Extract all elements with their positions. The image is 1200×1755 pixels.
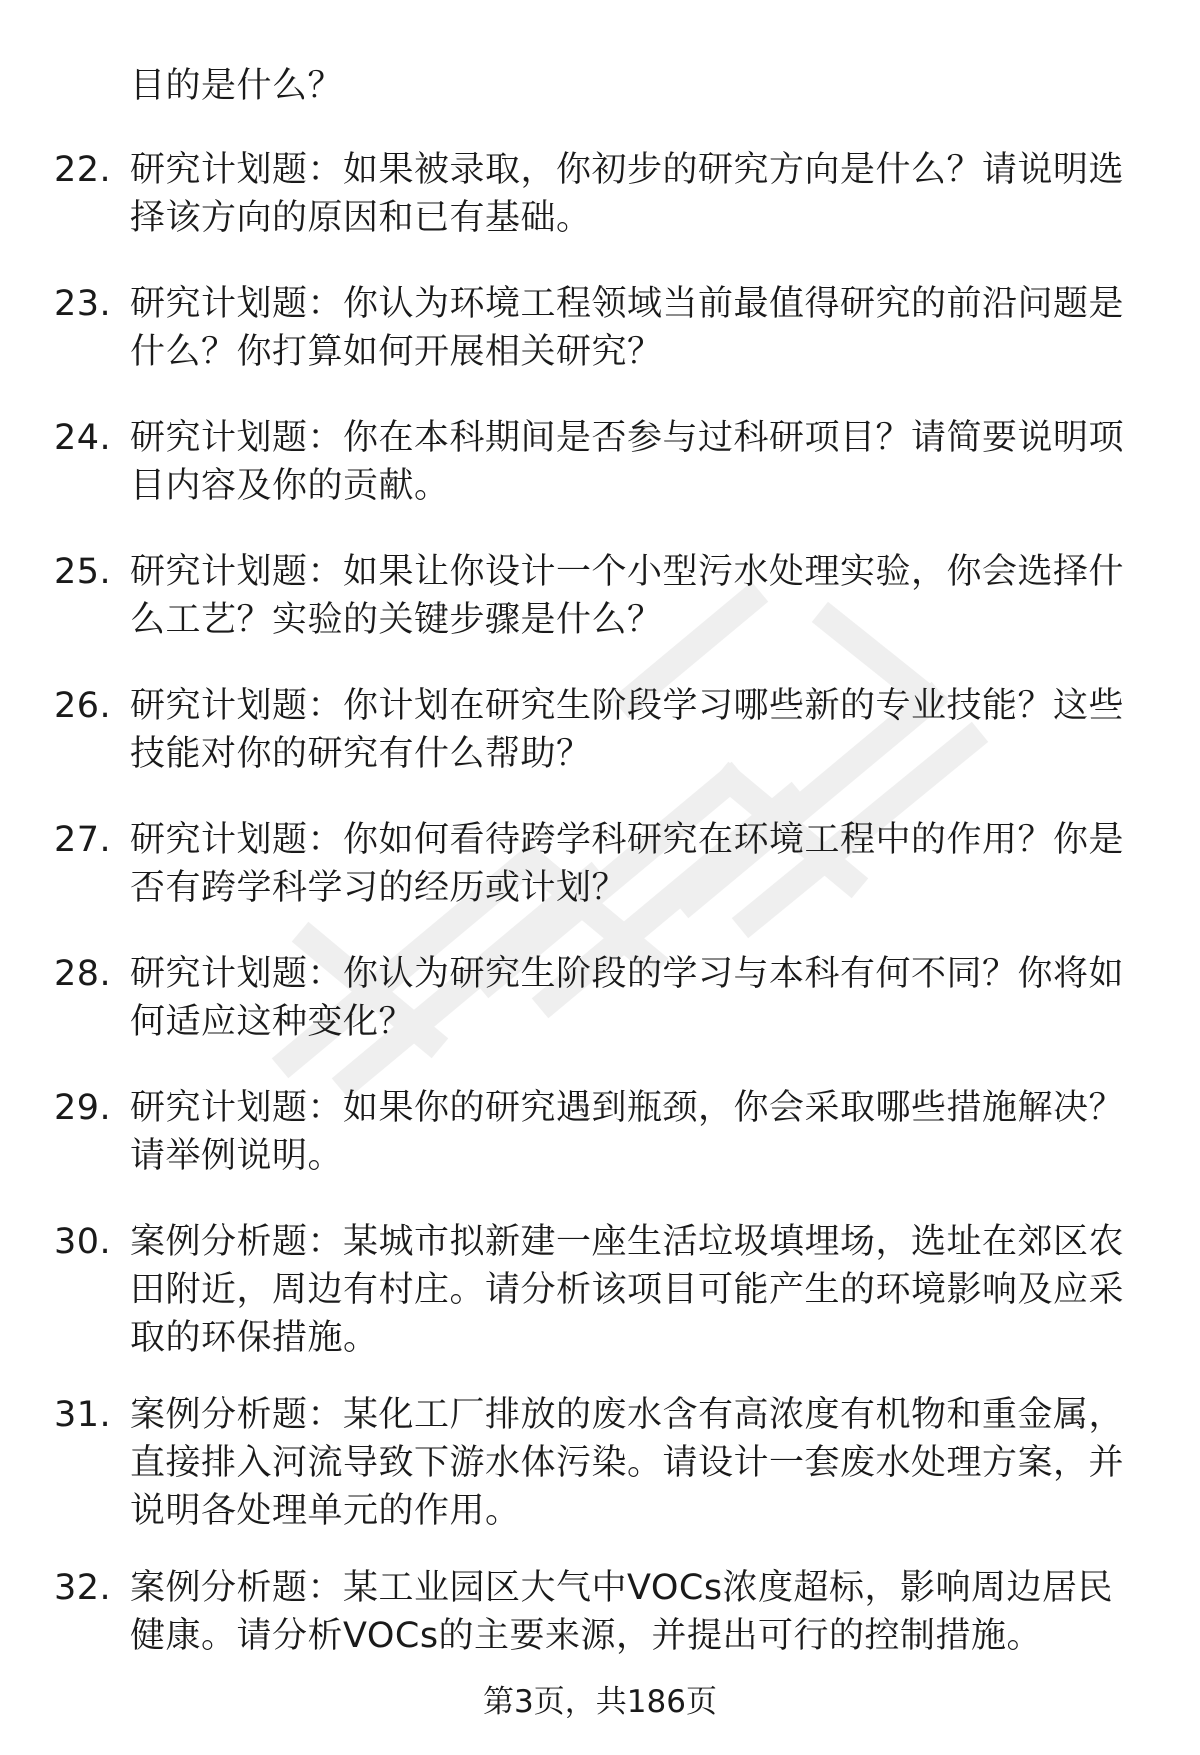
question-line: 说明各处理单元的作用。 [130,1491,521,1531]
question-line: 请举例说明。 [130,1136,344,1176]
question-line: 健康。请分析VOCs的主要来源，并提出可行的控制措施。 [130,1616,1043,1656]
question-list [0,146,1200,1698]
question-item [0,1218,1200,1391]
question-text [130,280,1145,376]
question-item [0,950,1200,1084]
question-line: 案例分析题：某工业园区大气中VOCs浓度超标，影响周边居民 [130,1568,1114,1608]
question-item [0,682,1200,816]
question-line: 取的环保措施。 [130,1318,379,1358]
question-item [0,414,1200,548]
question-item [0,280,1200,414]
continued-question-text: 目的是什么？ [130,66,344,106]
question-text [130,1084,1145,1180]
question-line: 何适应这种变化？ [130,1002,415,1042]
question-line: 么工艺？实验的关键步骤是什么？ [130,600,663,640]
question-line: 研究计划题：你认为研究生阶段的学习与本科有何不同？你将如 [130,954,1125,994]
question-text [130,414,1145,510]
question-number: 31. [54,1395,112,1435]
question-line: 择该方向的原因和已有基础。 [130,198,592,238]
question-line: 研究计划题：你计划在研究生阶段学习哪些新的专业技能？这些 [130,686,1125,726]
question-number: 25. [54,552,112,592]
question-line: 研究计划题：你在本科期间是否参与过科研项目？请简要说明项 [130,418,1125,458]
page-footer: 第3页，共186页 [483,1684,717,1720]
question-line: 技能对你的研究有什么帮助？ [130,734,592,774]
question-line: 研究计划题：你如何看待跨学科研究在环境工程中的作用？你是 [130,820,1125,860]
question-item [0,548,1200,682]
question-line: 研究计划题：如果你的研究遇到瓶颈，你会采取哪些措施解决？ [130,1088,1125,1128]
question-number: 28. [54,954,112,994]
question-number: 27. [54,820,112,860]
question-number: 29. [54,1088,112,1128]
question-line: 研究计划题：如果被录取，你初步的研究方向是什么？请说明选 [130,150,1125,190]
question-number: 30. [54,1222,112,1262]
question-number: 22. [54,150,112,190]
question-item [0,146,1200,280]
question-text [130,950,1145,1046]
question-line: 什么？你打算如何开展相关研究？ [130,332,663,372]
question-line: 否有跨学科学习的经历或计划？ [130,868,628,908]
question-line: 案例分析题：某化工厂排放的废水含有高浓度有机物和重金属， [130,1395,1125,1435]
question-number: 23. [54,284,112,324]
question-number: 24. [54,418,112,458]
question-line: 田附近，周边有村庄。请分析该项目可能产生的环境影响及应采 [130,1270,1125,1310]
question-line: 研究计划题：你认为环境工程领域当前最值得研究的前沿问题是 [130,284,1125,324]
question-text [130,146,1145,242]
question-item [0,816,1200,950]
question-line: 研究计划题：如果让你设计一个小型污水处理实验，你会选择什 [130,552,1125,592]
question-text [130,1218,1145,1362]
question-number: 26. [54,686,112,726]
question-item [0,1564,1200,1698]
question-text [130,1391,1145,1535]
question-number: 32. [54,1568,112,1608]
question-line: 案例分析题：某城市拟新建一座生活垃圾填埋场，选址在郊区农 [130,1222,1125,1262]
question-item [0,1084,1200,1218]
question-text [130,548,1145,644]
question-text [130,682,1145,778]
question-item [0,1391,1200,1564]
question-line: 目内容及你的贡献。 [130,466,450,506]
question-text [130,816,1145,912]
question-line: 直接排入河流导致下游水体污染。请设计一套废水处理方案，并 [130,1443,1125,1483]
question-text [130,1564,1145,1660]
